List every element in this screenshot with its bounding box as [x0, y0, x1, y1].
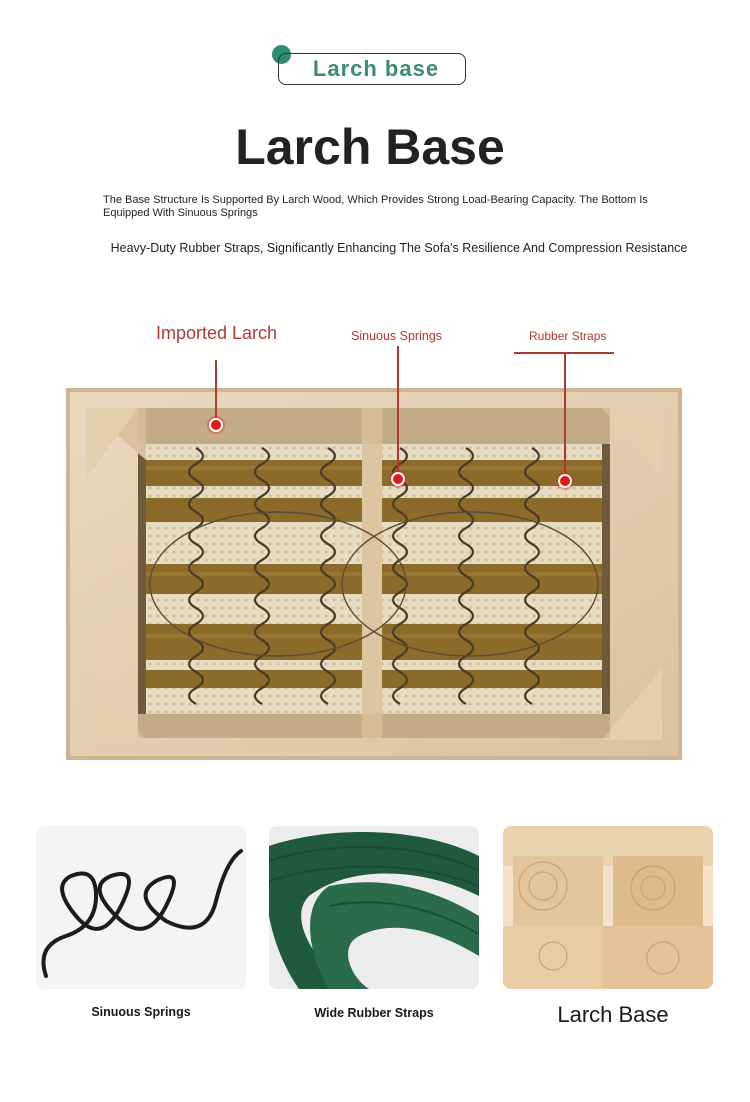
- marker-larch-icon: [209, 418, 223, 432]
- leader-line-springs: [397, 346, 399, 478]
- leader-line-larch: [215, 360, 217, 424]
- wood-image: [503, 826, 713, 989]
- caption-sinuous-springs: Sinuous Springs: [91, 1005, 191, 1019]
- strap-image: [269, 826, 479, 989]
- caption-wide-rubber-straps: Wide Rubber Straps: [314, 1006, 434, 1020]
- marker-straps-icon: [558, 474, 572, 488]
- marker-springs-icon: [391, 472, 405, 486]
- spring-image: [36, 826, 246, 989]
- callout-sinuous-springs: Sinuous Springs: [351, 329, 443, 343]
- caption-larch-base: Larch Base: [557, 1002, 669, 1027]
- page-title: Larch Base: [235, 119, 505, 175]
- callout-imported-larch: Imported Larch: [156, 323, 278, 343]
- callout-rubber-straps: Rubber Straps: [529, 329, 607, 343]
- description-subline: Heavy-Duty Rubber Straps, Significantly Enhancing The Sofa's Resilience And Compression Resistance: [110, 241, 688, 255]
- section-tag: [278, 53, 466, 85]
- section-tag-label: Larch base: [312, 56, 440, 81]
- sofa-base-diagram: [66, 388, 682, 760]
- description-paragraph: The Base Structure Is Supported By Larch Wood, Which Provides Strong Load-Bearing Capacity. The Bottom Is Equipped With Sinuous Springs: [103, 194, 648, 219]
- leader-line-straps: [564, 352, 566, 480]
